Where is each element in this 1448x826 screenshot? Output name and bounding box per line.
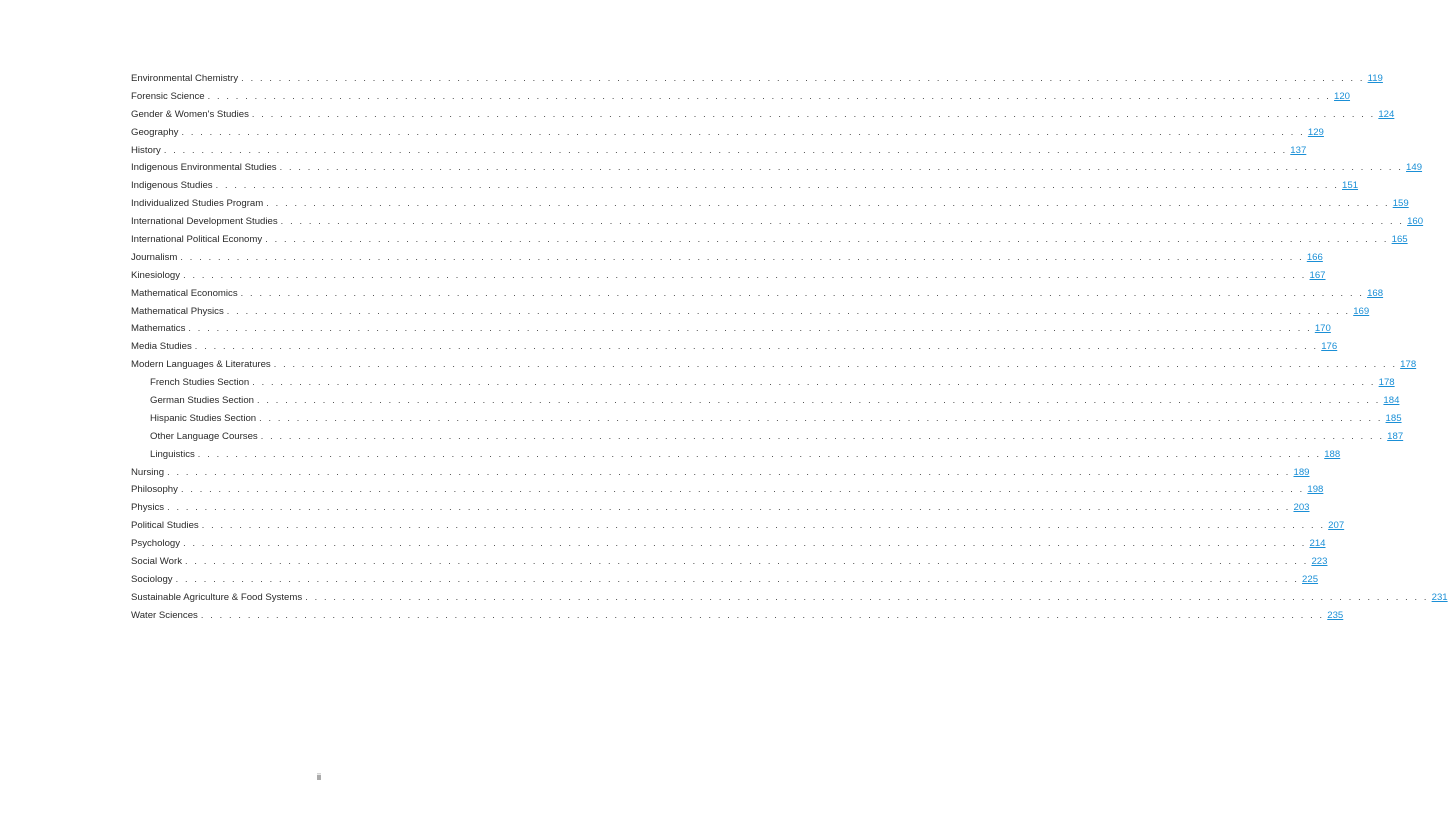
dot-leader: . . . . . . . . . . . . . . . . . . . . . . . . . . . . . . . . . . . . . . . . . . . . . . . . . . . . . . . . . . . . . . . . . . . . . . . . . . . . . . . . . . . . . . . . . . . . . . . . . . . . . . . . . . . . . . . . . . . . . . . .: [279, 162, 1404, 173]
toc-entry[interactable]: [131, 106, 1395, 124]
dot-leader: . . . . . . . . . . . . . . . . . . . . . . . . . . . . . . . . . . . . . . . . . . . . . . . . . . . . . . . . . . . . . . . . . . . . . . . . . . . . . . . . . . . . . . . . . . . . . . . . . . . . . . . . . . . . . . . . . . . . . . . .: [265, 234, 1389, 245]
toc-subentry[interactable]: [131, 446, 1341, 464]
dot-leader: . . . . . . . . . . . . . . . . . . . . . . . . . . . . . . . . . . . . . . . . . . . . . . . . . . . . . . . . . . . . . . . . . . . . . . . . . . . . . . . . . . . . . . . . . . . . . . . . . . . . . . . . . . . . . . . . . . . . . . . .: [305, 591, 1429, 602]
toc-entry[interactable]: [131, 159, 1423, 177]
toc-page-link[interactable]: 184: [1383, 395, 1400, 407]
toc-page-link[interactable]: 225: [1302, 573, 1319, 585]
dot-leader: . . . . . . . . . . . . . . . . . . . . . . . . . . . . . . . . . . . . . . . . . . . . . . . . . . . . . . . . . . . . . . . . . . . . . . . . . . . . . . . . . . . . . . . . . . . . . . . . . . . . . . . . . . . . . . . . . . . . . . . .: [188, 323, 1312, 334]
toc-page-link[interactable]: 169: [1353, 305, 1370, 317]
dot-leader: . . . . . . . . . . . . . . . . . . . . . . . . . . . . . . . . . . . . . . . . . . . . . . . . . . . . . . . . . . . . . . . . . . . . . . . . . . . . . . . . . . . . . . . . . . . . . . . . . . . . . . . . . . . . . . . . . . . . . . . .: [201, 520, 1326, 531]
toc-entry[interactable]: [131, 142, 1307, 160]
toc-page-link[interactable]: 178: [1378, 377, 1395, 389]
table-of-contents: [131, 70, 1448, 625]
toc-page-link[interactable]: 188: [1324, 448, 1341, 460]
toc-entry[interactable]: [131, 553, 1328, 571]
toc-page-link[interactable]: 185: [1385, 412, 1402, 424]
dot-leader: . . . . . . . . . . . . . . . . . . . . . . . . . . . . . . . . . . . . . . . . . . . . . . . . . . . . . . . . . . . . . . . . . . . . . . . . . . . . . . . . . . . . . . . . . . . . . . . . . . . . . . . . . . . . . . . . . . . . . . . .: [266, 198, 1390, 209]
toc-entry[interactable]: [131, 356, 1417, 374]
toc-page-link[interactable]: 129: [1307, 126, 1324, 138]
toc-subentry[interactable]: [131, 428, 1404, 446]
toc-entry-label: Political Studies: [131, 520, 199, 532]
toc-entry[interactable]: [131, 70, 1383, 88]
toc-page-link[interactable]: 160: [1407, 216, 1424, 228]
dot-leader: . . . . . . . . . . . . . . . . . . . . . . . . . . . . . . . . . . . . . . . . . . . . . . . . . . . . . . . . . . . . . . . . . . . . . . . . . . . . . . . . . . . . . . . . . . . . . . . . . . . . . . . . . . . . . . . . . . . . . . . .: [226, 305, 1351, 316]
toc-subentry[interactable]: [131, 392, 1400, 410]
toc-entry[interactable]: [131, 267, 1326, 285]
dot-leader: . . . . . . . . . . . . . . . . . . . . . . . . . . . . . . . . . . . . . . . . . . . . . . . . . . . . . . . . . . . . . . . . . . . . . . . . . . . . . . . . . . . . . . . . . . . . . . . . . . . . . . . . . . . . . . . . . . . . . . . .: [200, 609, 1325, 620]
toc-page-link[interactable]: 159: [1392, 198, 1409, 210]
toc-page-link[interactable]: 137: [1290, 144, 1307, 156]
dot-leader: . . . . . . . . . . . . . . . . . . . . . . . . . . . . . . . . . . . . . . . . . . . . . . . . . . . . . . . . . . . . . . . . . . . . . . . . . . . . . . . . . . . . . . . . . . . . . . . . . . . . . . . . . . . . . . . . . . . . . . . .: [273, 359, 1398, 370]
toc-page-link[interactable]: 151: [1342, 180, 1359, 192]
toc-entry-label: Psychology: [131, 538, 181, 550]
toc-entry-label: Other Language Courses: [150, 430, 258, 442]
dot-leader: . . . . . . . . . . . . . . . . . . . . . . . . . . . . . . . . . . . . . . . . . . . . . . . . . . . . . . . . . . . . . . . . . . . . . . . . . . . . . . . . . . . . . . . . . . . . . . . . . . . . . . . . . . . . . . . . . . . . . . . .: [240, 287, 1365, 298]
toc-entry-label: Journalism: [131, 251, 178, 263]
toc-entry[interactable]: [131, 88, 1351, 106]
toc-entry-label: Linguistics: [150, 448, 195, 460]
toc-entry-label: French Studies Section: [150, 377, 250, 389]
toc-page-link[interactable]: 189: [1293, 466, 1310, 478]
dot-leader: . . . . . . . . . . . . . . . . . . . . . . . . . . . . . . . . . . . . . . . . . . . . . . . . . . . . . . . . . . . . . . . . . . . . . . . . . . . . . . . . . . . . . . . . . . . . . . . . . . . . . . . . . . . . . . . . . . . . . . . .: [183, 269, 1307, 280]
toc-entry[interactable]: [131, 213, 1424, 231]
dot-leader: . . . . . . . . . . . . . . . . . . . . . . . . . . . . . . . . . . . . . . . . . . . . . . . . . . . . . . . . . . . . . . . . . . . . . . . . . . . . . . . . . . . . . . . . . . . . . . . . . . . . . . . . . . . . . . . . . . . . . . . .: [207, 90, 1332, 101]
dot-leader: . . . . . . . . . . . . . . . . . . . . . . . . . . . . . . . . . . . . . . . . . . . . . . . . . . . . . . . . . . . . . . . . . . . . . . . . . . . . . . . . . . . . . . . . . . . . . . . . . . . . . . . . . . . . . . . . . . . . . . . .: [185, 556, 1309, 567]
page-number: ii: [317, 772, 321, 782]
dot-leader: . . . . . . . . . . . . . . . . . . . . . . . . . . . . . . . . . . . . . . . . . . . . . . . . . . . . . . . . . . . . . . . . . . . . . . . . . . . . . . . . . . . . . . . . . . . . . . . . . . . . . . . . . . . . . . . . . . . . . . . .: [259, 412, 1383, 423]
toc-page-link[interactable]: 166: [1306, 251, 1323, 263]
toc-entry-label: Social Work: [131, 556, 183, 568]
toc-page-link[interactable]: 124: [1378, 108, 1395, 120]
toc-page-link[interactable]: 167: [1309, 269, 1326, 281]
dot-leader: . . . . . . . . . . . . . . . . . . . . . . . . . . . . . . . . . . . . . . . . . . . . . . . . . . . . . . . . . . . . . . . . . . . . . . . . . . . . . . . . . . . . . . . . . . . . . . . . . . . . . . . . . . . . . . . . . . . . . . . .: [167, 502, 1291, 513]
toc-entry-label: Nursing: [131, 466, 165, 478]
toc-entry[interactable]: [131, 571, 1319, 589]
toc-entry-label: Gender & Women's Studies: [131, 108, 249, 120]
toc-page-link[interactable]: 207: [1328, 520, 1345, 532]
dot-leader: . . . . . . . . . . . . . . . . . . . . . . . . . . . . . . . . . . . . . . . . . . . . . . . . . . . . . . . . . . . . . . . . . . . . . . . . . . . . . . . . . . . . . . . . . . . . . . . . . . . . . . . . . . . . . . . . . . . . . . . .: [167, 466, 1291, 477]
toc-entry-label: Mathematics: [131, 323, 186, 335]
toc-entry[interactable]: [131, 481, 1324, 499]
dot-leader: . . . . . . . . . . . . . . . . . . . . . . . . . . . . . . . . . . . . . . . . . . . . . . . . . . . . . . . . . . . . . . . . . . . . . . . . . . . . . . . . . . . . . . . . . . . . . . . . . . . . . . . . . . . . . . . . . . . . . . . .: [197, 448, 1322, 459]
toc-page-link[interactable]: 176: [1321, 341, 1338, 353]
toc-page-link[interactable]: 170: [1314, 323, 1331, 335]
toc-entry-label: Mathematical Economics: [131, 287, 238, 299]
toc-entry-label: Indigenous Studies: [131, 180, 213, 192]
toc-entry[interactable]: [131, 607, 1344, 625]
toc-entry[interactable]: [131, 124, 1324, 142]
toc-entry-label: Philosophy: [131, 484, 178, 496]
toc-entry[interactable]: [131, 499, 1310, 517]
dot-leader: . . . . . . . . . . . . . . . . . . . . . . . . . . . . . . . . . . . . . . . . . . . . . . . . . . . . . . . . . . . . . . . . . . . . . . . . . . . . . . . . . . . . . . . . . . . . . . . . . . . . . . . . . . . . . . . . . . . . . . . .: [180, 484, 1305, 495]
dot-leader: . . . . . . . . . . . . . . . . . . . . . . . . . . . . . . . . . . . . . . . . . . . . . . . . . . . . . . . . . . . . . . . . . . . . . . . . . . . . . . . . . . . . . . . . . . . . . . . . . . . . . . . . . . . . . . . . . . . . . . . .: [251, 108, 1376, 119]
toc-entry-label: International Political Economy: [131, 234, 263, 246]
dot-leader: . . . . . . . . . . . . . . . . . . . . . . . . . . . . . . . . . . . . . . . . . . . . . . . . . . . . . . . . . . . . . . . . . . . . . . . . . . . . . . . . . . . . . . . . . . . . . . . . . . . . . . . . . . . . . . . . . . . . . . . .: [180, 251, 1304, 262]
toc-entry-label: History: [131, 144, 161, 156]
toc-page-link[interactable]: 187: [1387, 430, 1404, 442]
dot-leader: . . . . . . . . . . . . . . . . . . . . . . . . . . . . . . . . . . . . . . . . . . . . . . . . . . . . . . . . . . . . . . . . . . . . . . . . . . . . . . . . . . . . . . . . . . . . . . . . . . . . . . . . . . . . . . . . . . . . . . . .: [241, 73, 1365, 83]
toc-entry-label: Forensic Science: [131, 90, 205, 102]
toc-page-link[interactable]: 165: [1391, 234, 1408, 246]
toc-page-link[interactable]: 119: [1367, 73, 1383, 84]
toc-entry[interactable]: [131, 535, 1326, 553]
toc-entry[interactable]: [131, 464, 1310, 482]
toc-entry[interactable]: [131, 320, 1331, 338]
toc-entry-label: International Development Studies: [131, 216, 278, 228]
toc-entry-label: Individualized Studies Program: [131, 198, 264, 210]
toc-entry-label: Indigenous Environmental Studies: [131, 162, 277, 174]
toc-page-link[interactable]: 149: [1406, 162, 1423, 174]
toc-entry[interactable]: [131, 231, 1408, 249]
toc-entry-label: German Studies Section: [150, 395, 254, 407]
dot-leader: . . . . . . . . . . . . . . . . . . . . . . . . . . . . . . . . . . . . . . . . . . . . . . . . . . . . . . . . . . . . . . . . . . . . . . . . . . . . . . . . . . . . . . . . . . . . . . . . . . . . . . . . . . . . . . . . . . . . . . . .: [183, 538, 1307, 549]
dot-leader: . . . . . . . . . . . . . . . . . . . . . . . . . . . . . . . . . . . . . . . . . . . . . . . . . . . . . . . . . . . . . . . . . . . . . . . . . . . . . . . . . . . . . . . . . . . . . . . . . . . . . . . . . . . . . . . . . . . . . . . .: [280, 216, 1405, 227]
toc-page-link[interactable]: 235: [1327, 609, 1344, 621]
toc-entry-label: Kinesiology: [131, 269, 181, 281]
dot-leader: . . . . . . . . . . . . . . . . . . . . . . . . . . . . . . . . . . . . . . . . . . . . . . . . . . . . . . . . . . . . . . . . . . . . . . . . . . . . . . . . . . . . . . . . . . . . . . . . . . . . . . . . . . . . . . . . . . . . . . . .: [257, 395, 1381, 406]
toc-entry-label: Modern Languages & Literatures: [131, 359, 271, 371]
toc-entry[interactable]: [131, 517, 1345, 535]
dot-leader: . . . . . . . . . . . . . . . . . . . . . . . . . . . . . . . . . . . . . . . . . . . . . . . . . . . . . . . . . . . . . . . . . . . . . . . . . . . . . . . . . . . . . . . . . . . . . . . . . . . . . . . . . . . . . . . . . . . . . . . .: [215, 180, 1340, 191]
toc-entry[interactable]: [131, 303, 1370, 321]
toc-entry[interactable]: [131, 195, 1409, 213]
toc-page-link[interactable]: 223: [1311, 556, 1328, 568]
dot-leader: . . . . . . . . . . . . . . . . . . . . . . . . . . . . . . . . . . . . . . . . . . . . . . . . . . . . . . . . . . . . . . . . . . . . . . . . . . . . . . . . . . . . . . . . . . . . . . . . . . . . . . . . . . . . . . . . . . . . . . . .: [260, 430, 1385, 441]
toc-page-link[interactable]: 168: [1367, 287, 1384, 299]
dot-leader: . . . . . . . . . . . . . . . . . . . . . . . . . . . . . . . . . . . . . . . . . . . . . . . . . . . . . . . . . . . . . . . . . . . . . . . . . . . . . . . . . . . . . . . . . . . . . . . . . . . . . . . . . . . . . . . . . . . . . . . .: [175, 573, 1300, 584]
toc-page-link[interactable]: 214: [1309, 538, 1326, 550]
toc-entry-label: Water Sciences: [131, 609, 198, 621]
toc-entry-label: Geography: [131, 126, 179, 138]
toc-entry-label: Hispanic Studies Section: [150, 412, 257, 424]
toc-entry-label: Media Studies: [131, 341, 192, 353]
dot-leader: . . . . . . . . . . . . . . . . . . . . . . . . . . . . . . . . . . . . . . . . . . . . . . . . . . . . . . . . . . . . . . . . . . . . . . . . . . . . . . . . . . . . . . . . . . . . . . . . . . . . . . . . . . . . . . . . . . . . . . . .: [252, 377, 1376, 388]
toc-entry-label: Sociology: [131, 573, 173, 585]
toc-page-link[interactable]: 178: [1400, 359, 1417, 371]
dot-leader: . . . . . . . . . . . . . . . . . . . . . . . . . . . . . . . . . . . . . . . . . . . . . . . . . . . . . . . . . . . . . . . . . . . . . . . . . . . . . . . . . . . . . . . . . . . . . . . . . . . . . . . . . . . . . . . . . . . . . . . .: [194, 341, 1319, 352]
toc-entry[interactable]: [131, 589, 1448, 607]
toc-entry-label: Sustainable Agriculture & Food Systems: [131, 591, 303, 603]
toc-page-link[interactable]: 120: [1334, 90, 1351, 102]
toc-entry[interactable]: [131, 177, 1359, 195]
toc-subentry[interactable]: [131, 374, 1395, 392]
toc-entry-label: Environmental Chemistry: [131, 73, 239, 84]
toc-entry-label: Physics: [131, 502, 165, 514]
toc-page-link[interactable]: 231: [1431, 591, 1448, 603]
dot-leader: . . . . . . . . . . . . . . . . . . . . . . . . . . . . . . . . . . . . . . . . . . . . . . . . . . . . . . . . . . . . . . . . . . . . . . . . . . . . . . . . . . . . . . . . . . . . . . . . . . . . . . . . . . . . . . . . . . . . . . . .: [181, 126, 1305, 137]
toc-entry[interactable]: [131, 285, 1384, 303]
toc-page-link[interactable]: 198: [1307, 484, 1324, 496]
toc-entry[interactable]: [131, 338, 1338, 356]
toc-entry-label: Mathematical Physics: [131, 305, 224, 317]
toc-entry[interactable]: [131, 249, 1323, 267]
toc-subentry[interactable]: [131, 410, 1402, 428]
toc-page-link[interactable]: 203: [1293, 502, 1310, 514]
dot-leader: . . . . . . . . . . . . . . . . . . . . . . . . . . . . . . . . . . . . . . . . . . . . . . . . . . . . . . . . . . . . . . . . . . . . . . . . . . . . . . . . . . . . . . . . . . . . . . . . . . . . . . . . . . . . . . . . . . . . . . . .: [163, 144, 1288, 155]
